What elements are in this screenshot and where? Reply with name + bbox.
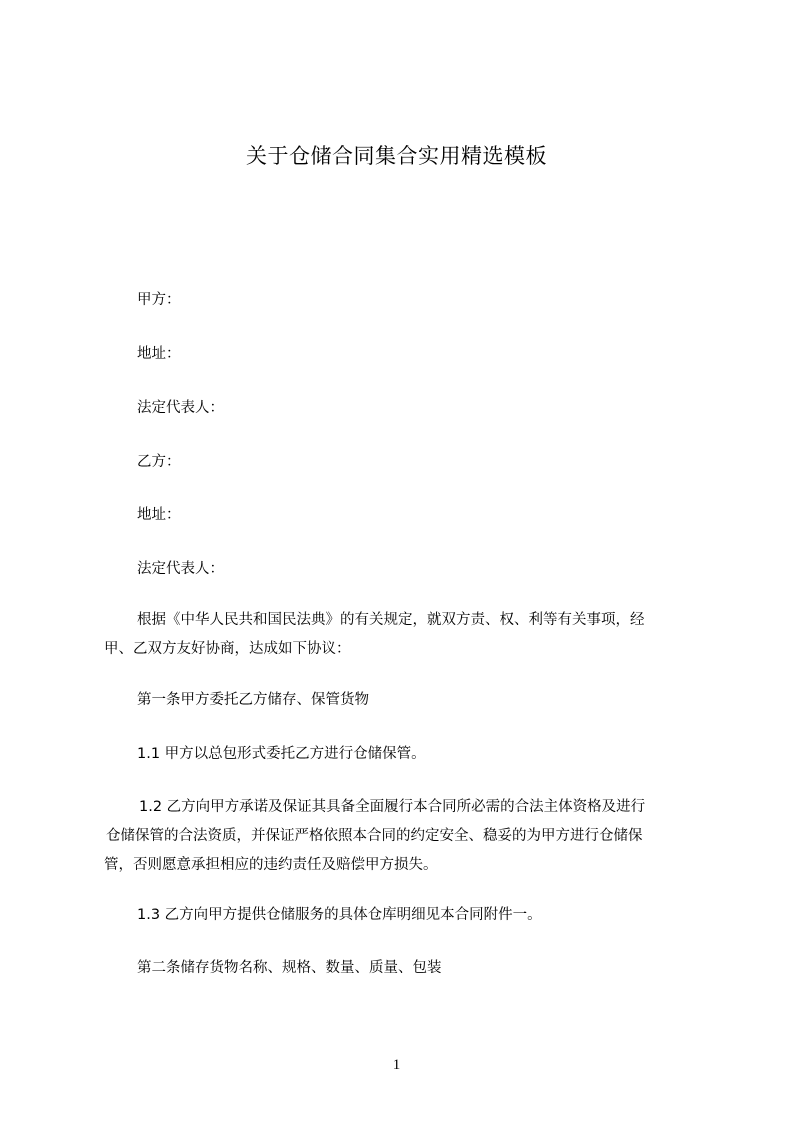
intro-line-2: 甲、乙双方友好协商，达成如下协议： xyxy=(104,641,351,657)
clause-1-2-line-2: 仓储保管的合法资质，并保证严格依照本合同的约定安全、稳妥的为甲方进行仓储保 xyxy=(106,828,643,844)
intro-paragraph xyxy=(104,606,704,664)
document-title: 关于仓储合同集合实用精选模板 xyxy=(246,144,547,168)
page-number: 1 xyxy=(392,1057,401,1073)
clause-1-2-paragraph xyxy=(104,793,704,880)
clause-1-3: 1.3 乙方向甲方提供仓储服务的具体仓库明细见本合同附件一。 xyxy=(137,907,542,923)
party-a-address-field: 地址： xyxy=(137,346,181,362)
party-a-field: 甲方： xyxy=(137,292,181,308)
article-2-heading: 第二条储存货物名称、规格、数量、质量、包装 xyxy=(137,960,442,976)
clause-1-2-line-3: 管，否则愿意承担相应的违约责任及赔偿甲方损失。 xyxy=(104,857,438,873)
party-b-field: 乙方： xyxy=(137,454,181,470)
party-b-legal-rep-field: 法定代表人： xyxy=(137,561,224,577)
clause-1-1: 1.1 甲方以总包形式委托乙方进行仓储保管。 xyxy=(137,746,426,762)
article-1-heading: 第一条甲方委托乙方储存、保管货物 xyxy=(137,692,369,708)
party-a-legal-rep-field: 法定代表人： xyxy=(137,400,224,416)
party-b-address-field: 地址： xyxy=(137,507,181,523)
intro-line-1: 根据《中华人民共和国民法典》的有关规定，就双方责、权、利等有关事项，经 xyxy=(137,612,645,628)
clause-1-2-line-1: 1.2 乙方向甲方承诺及保证其具备全面履行本合同所必需的合法主体资格及进行 xyxy=(139,799,646,815)
